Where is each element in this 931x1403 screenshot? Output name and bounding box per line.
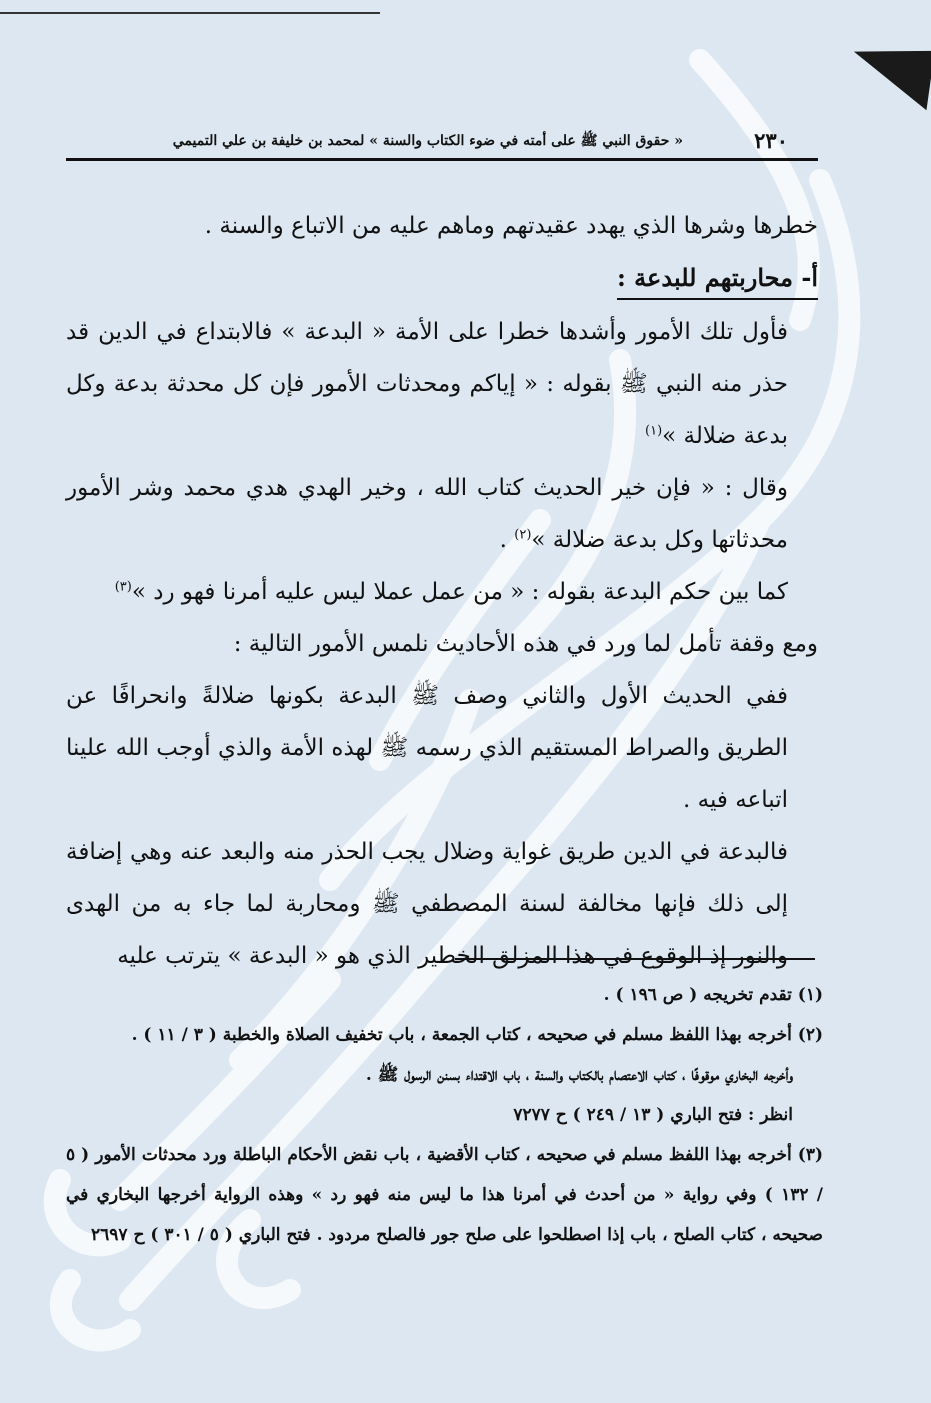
footnote-separator xyxy=(455,958,815,960)
footnote-2-reference: انظر : فتح الباري ( ١٣ / ٢٤٩ ) ح ٧٢٧٧ xyxy=(513,1105,793,1125)
running-title: « حقوق النبي ﷺ على أمته في ضوء الكتاب والسنة » لمحمد بن خليفة بن علي التميمي xyxy=(172,133,683,149)
intro-line: خطرها وشرها الذي يهدد عقيدتهم وماهم عليه من الاتباع والسنة . xyxy=(204,213,818,239)
top-edge-line xyxy=(0,0,380,14)
footnote-2: (٢) أخرجه بهذا اللفظ مسلم في صحيحه ، كتاب الجمعة ، باب تخفيف الصلاة والخطبة ( ٣ / ١١ ) . xyxy=(131,1025,823,1045)
page-number: ٢٣٠ xyxy=(754,128,788,153)
footnote-2-continued: وأخرجه البخاري موقوفًا ، كتاب الاعتصام بالكتاب والسنة ، باب الاقتداء بسنن الرسول ﷺ . xyxy=(365,1065,793,1085)
footnote-ref-1: (١) xyxy=(645,423,663,439)
paragraph-6: فالبدعة في الدين طريق غواية وضلال يجب الحذر منه والبعد عنه وهي إضافة إلى ذلك فإنها مخالفة لسنة المصطفي ﷺ ومحاربة لما جاء به من الهدى والنور إذ الوقوع في هذا المزلق الخطير الذي هو « البدعة » يترتب عليه xyxy=(66,839,788,969)
corner-shadow xyxy=(847,40,931,111)
footnote-1: (١) تقدم تخريجه ( ص ١٩٦ ) . xyxy=(603,985,823,1005)
footnote-ref-3: (٣) xyxy=(114,579,132,595)
main-text xyxy=(66,200,818,982)
paragraph-5: ففي الحديث الأول والثاني وصف ﷺ البدعة بكونها ضلالةً وانحرافًا عن الطريق والصراط المستقيم الذي رسمه ﷺ لهذه الأمة والذي أوجب الله علينا اتباعه فيه . xyxy=(66,683,788,813)
paragraph-3: كما بين حكم البدعة بقوله : « من عمل عملا ليس عليه أمرنا فهو رد »$^{(٣)}$ xyxy=(114,579,788,605)
footnote-3: (٣) أخرجه بهذا اللفظ مسلم في صحيحه ، كتاب الأقضية ، باب نقض الأحكام الباطلة ورد محدثات الأمور ( ٥ / ١٣٢ ) وفي رواية « من أحدث في أمرنا هذا ما ليس منه فهو رد » وهذه الرواية أخرجها البخاري في صحيحه ، كتاب الصلح ، باب إذا اصطلحوا على صلح جور فالصلح مردود . فتح الباري ( ٥ / ٣٠١ ) ح ٢٦٩٧ xyxy=(66,1145,823,1245)
paragraph-1: فأول تلك الأمور وأشدها خطرا على الأمة « البدعة » فالابتداع في الدين قد حذر منه النبي ﷺ بقوله : « إياكم ومحدثات الأمور فإن كل محدثة بدعة وكل بدعة ضلالة »$^{(١)}$ xyxy=(66,319,788,449)
header-rule xyxy=(66,158,818,161)
footnote-ref-2: (٢) xyxy=(514,527,532,543)
paragraph-2: وقال : « فإن خير الحديث كتاب الله ، وخير الهدي هدي محمد وشر الأمور محدثاتها وكل بدعة ضلالة »$^{(٢)}$ . xyxy=(66,475,788,553)
section-heading: أ- محاربتهم للبدعة : xyxy=(617,258,818,300)
footnotes xyxy=(66,975,823,1255)
paragraph-4: ومع وقفة تأمل لما ورد في هذه الأحاديث نلمس الأمور التالية : xyxy=(233,631,818,657)
